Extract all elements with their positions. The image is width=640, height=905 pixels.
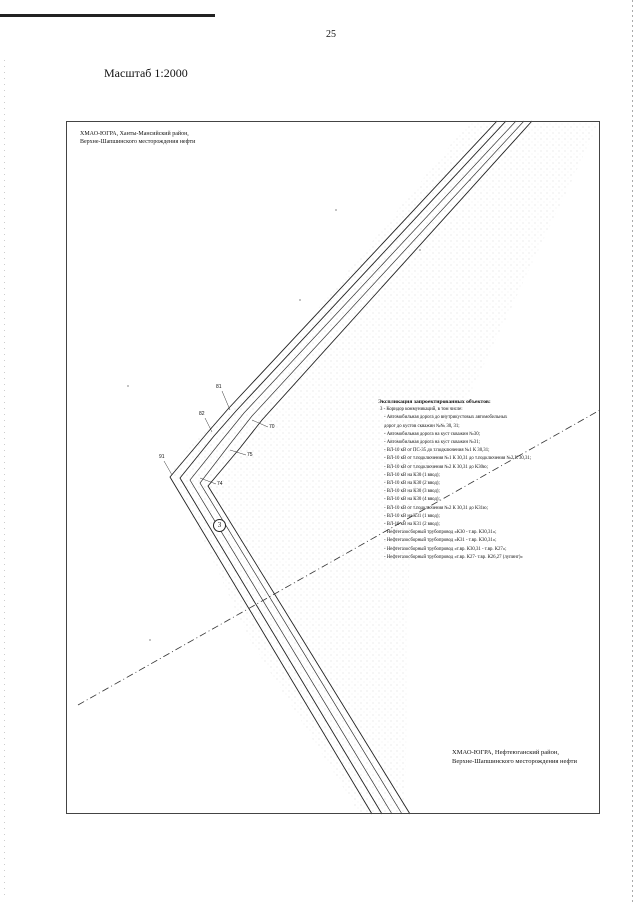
legend-item: - ВЛ-10 кВ на К30 (1 ввод); <box>384 472 440 478</box>
legend-item: - ВЛ-10 кВ от т.подключения №2 К 30,31 до К30ю; <box>384 464 488 470</box>
location-top <box>80 130 195 146</box>
location-top-line-1: ХМАО-ЮГРА, Ханты-Мансийский район, <box>80 131 189 137</box>
point-label-81: 81 <box>216 384 222 390</box>
location-bottom-line-2: Верхне-Шапшинского месторождения нефти <box>452 758 578 765</box>
page-number: 25 <box>326 29 336 40</box>
legend-item: - Нефтегазосборный трубопровод «К31 - т.вр. К30,31»; <box>384 538 497 544</box>
scale-label: Масштаб 1:2000 <box>104 66 188 80</box>
legend-item: - Автомобильная дорога до внутрикустовых автомобильных <box>384 415 508 421</box>
legend-item: дорог до кустов скважин №№ 30, 31; <box>384 423 460 429</box>
legend-item: - ВЛ-10 кВ от т.подключения №2 К 30,31 до К31ю; <box>384 505 488 511</box>
point-label-82: 82 <box>199 411 205 417</box>
legend-item: - ВЛ-10 кВ на К30 (4 ввод); <box>384 497 440 503</box>
legend-subtitle: 3 - Коридор коммуникаций, в том числе: <box>380 407 463 413</box>
location-bottom-line-1: ХМАО-ЮГРА, Нефтеюганский район, <box>452 749 559 756</box>
legend-item: - Автомобильная дорога на куст скважин №30; <box>384 431 480 437</box>
legend-title: Экспликация запроектированных объектов: <box>378 399 491 405</box>
legend <box>378 398 600 562</box>
point-label-91: 91 <box>159 454 165 460</box>
legend-item: - Нефтегазосборный трубопровод «т.вр. К30,31 - т.вр. К27»; <box>384 546 507 552</box>
legend-item: - ВЛ-10 кВ от т.подключения №1 К 30,31 до т.подключения №2 К 30,31; <box>384 456 532 462</box>
legend-item: - Нефтегазосборный трубопровод «К30 - т.вр. К30,31»; <box>384 530 497 536</box>
legend-item: - Нефтегазосборный трубопровод «т.вр. К27- т.вр. К26,27 (лупинг)» <box>384 554 523 560</box>
point-label-70: 70 <box>269 424 275 430</box>
legend-item: - ВЛ-10 кВ на К31 (2 ввод); <box>384 522 440 528</box>
legend-item: - ВЛ-10 кВ на К30 (2 ввод); <box>384 481 440 487</box>
legend-item: - Автомобильная дорога на куст скважин №31; <box>384 440 480 446</box>
legend-item: - ВЛ-10 кВ от ПС-35 до т.подключения №1 К 30,31; <box>384 448 490 454</box>
corridor-number-badge: 3 <box>213 519 226 532</box>
legend-item: - ВЛ-10 кВ на К31 (1 ввод); <box>384 513 440 519</box>
point-label-75: 75 <box>247 452 253 458</box>
location-top-line-2: Верхне-Шапшинского месторождения нефти <box>80 139 196 145</box>
point-label-74: 74 <box>217 481 223 487</box>
legend-item: - ВЛ-10 кВ на К30 (3 ввод); <box>384 489 440 495</box>
legend-list <box>378 414 600 562</box>
location-bottom <box>452 748 577 766</box>
